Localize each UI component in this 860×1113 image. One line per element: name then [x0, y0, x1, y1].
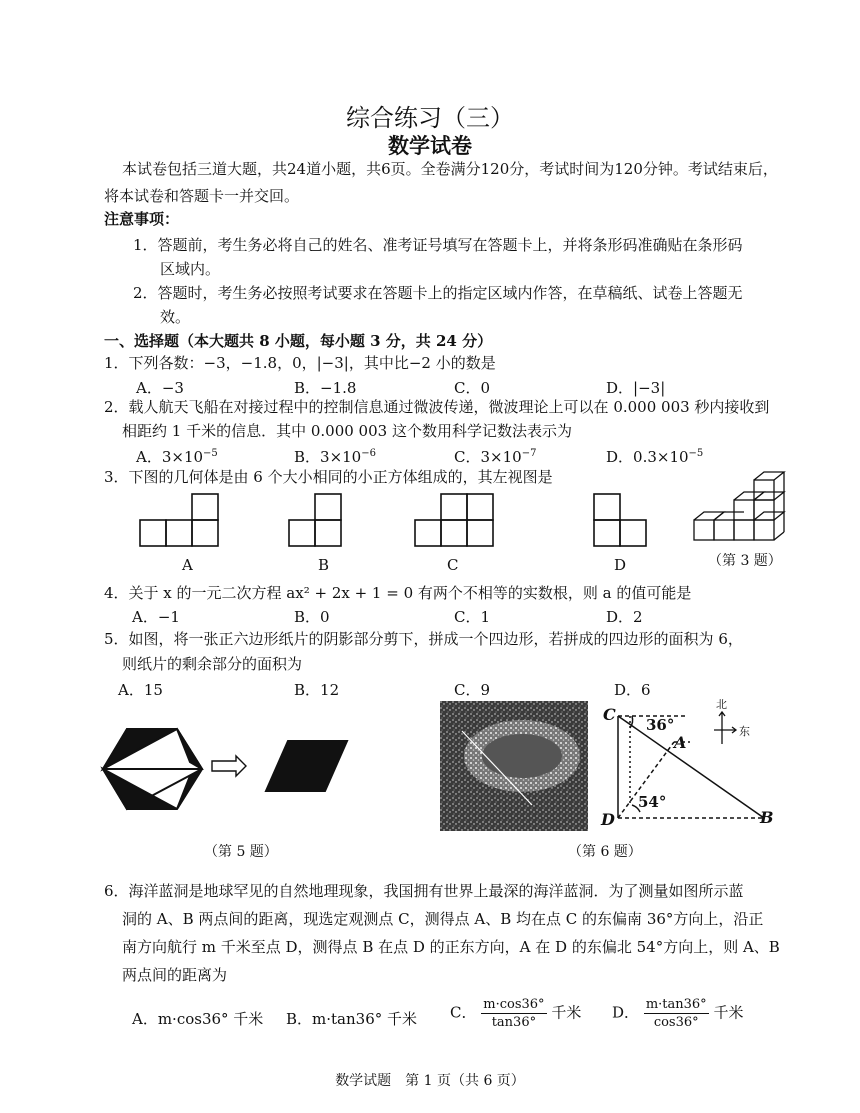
- q1-stem: 1．下列各数：−3，−1.8，0，|−3|，其中比−2 小的数是: [104, 354, 496, 372]
- q6-point-d: D: [601, 810, 615, 829]
- notice-item-2-line-1: 2．答题时，考生务必按照考试要求在答题卡上的指定区域内作答，在草稿纸、试卷上答题无: [133, 284, 743, 302]
- q6-option-b: B．m·tan36° 千米: [286, 1010, 418, 1028]
- q1-option-a: A．−3: [136, 379, 184, 397]
- q2-option-c: C．$3\times 10^{-7}$: [454, 448, 537, 466]
- q3-label-a: A: [182, 556, 193, 574]
- q3-label-c: C: [447, 556, 459, 574]
- exam-subtitle: 数学试卷: [388, 133, 472, 158]
- q4-stem: 4．关于 x 的一元二次方程 ax² + 2x + 1 = 0 有两个不相等的实数根，则 a 的值可能是: [104, 584, 692, 602]
- page-footer: 数学试题 第 1 页（共 6 页）: [335, 1073, 525, 1089]
- q5-stem-line-2: 则纸片的剩余部分的面积为: [122, 655, 303, 673]
- section-1-heading: 一、选择题（本大题共 8 小题，每小题 3 分，共 24 分）: [104, 332, 493, 350]
- q6-stem-line-4: 两点间的距离为: [122, 966, 228, 984]
- q6-point-b: B: [760, 808, 774, 827]
- q1-option-c: C．0: [454, 379, 491, 397]
- q5-option-d: D．6: [614, 681, 651, 699]
- exam-title: 综合练习（三）: [346, 104, 514, 132]
- q6-angle-36: 36°: [646, 716, 675, 734]
- q6-stem-line-3: 南方向航行 m 千米至点 D，测得点 B 在点 D 的正东方向，A 在 D 的东偏北 54°方向上，则 A、B: [122, 938, 780, 956]
- q2-option-b: B．$3\times 10^{-6}$: [294, 448, 376, 466]
- notice-item-1-line-2: 区域内。: [160, 260, 221, 278]
- q5-caption: （第 5 题）: [204, 844, 278, 860]
- q6-stem-line-2: 洞的 A、B 两点间的距离，现选定观测点 C，测得点 A、B 均在点 C 的东偏南 36°方向上，沿正: [122, 910, 764, 928]
- q3-label-d: D: [614, 556, 627, 574]
- intro-line-1: 本试卷包括三道大题，共24道小题，共6页。全卷满分120分，考试时间为120分钟。考试结束后，: [122, 160, 778, 178]
- q6-angle-54: 54°: [638, 793, 667, 811]
- q6-caption: （第 6 题）: [568, 844, 642, 860]
- q1-option-b: B．−1.8: [294, 379, 357, 397]
- notice-heading: 注意事项：: [104, 210, 180, 228]
- intro-line-2: 将本试卷和答题卡一并交回。: [104, 187, 300, 205]
- q3-label-b: B: [318, 556, 330, 574]
- q4-option-b: B．0: [294, 608, 330, 626]
- q4-option-a: A．−1: [132, 608, 180, 626]
- notice-item-1-line-1: 1．答题前，考生务必将自己的姓名、准考证号填写在答题卡上，并将条形码准确贴在条形码: [133, 236, 743, 254]
- q6-point-a: A: [674, 733, 687, 752]
- q6-option-d-fraction: $\frac{m\cdot\tan 36^\circ}{\cos 36^\circ}$: [645, 997, 707, 1030]
- q5-option-c: C．9: [454, 681, 491, 699]
- q2-option-d: D．$0.3\times 10^{-5}$: [606, 448, 704, 466]
- compass-north-label: 北: [716, 698, 727, 711]
- q6-option-c: C． $\frac{m\cdot\cos 36^\circ}{\tan 36^\circ}$ 千米: [450, 997, 582, 1030]
- q5-option-a: A．15: [118, 681, 163, 699]
- q3-stem: 3．下图的几何体是由 6 个大小相同的小正方体组成的，其左视图是: [104, 468, 553, 486]
- q6-stem-line-1: 6．海洋蓝洞是地球罕见的自然地理现象，我国拥有世界上最深的海洋蓝洞．为了测量如图所示蓝: [104, 882, 744, 900]
- q5-stem-line-1: 5．如图，将一张正六边形纸片的阴影部分剪下，拼成一个四边形，若拼成的四边形的面积为 6，: [104, 630, 743, 648]
- notice-item-2-line-2: 效。: [160, 308, 191, 326]
- q5-option-b: B．12: [294, 681, 340, 699]
- q2-stem-line-2: 相距约 1 千米的信息．其中 0.000 003 这个数用科学记数法表示为: [122, 422, 572, 440]
- q3-caption: （第 3 题）: [708, 553, 782, 569]
- q2-stem-line-1: 2．载人航天飞船在对接过程中的控制信息通过微波传递，微波理论上可以在 0.000 003 秒内接收到: [104, 398, 770, 416]
- q1-option-d: D．|−3|: [606, 379, 666, 397]
- q6-option-a: A．m·cos36° 千米: [132, 1010, 264, 1028]
- q2-option-a: A．$3\times 10^{-5}$: [136, 448, 218, 466]
- q6-option-c-fraction: $\frac{m\cdot\cos 36^\circ}{\tan 36^\circ}$: [483, 997, 545, 1030]
- q6-point-c: C: [603, 705, 616, 724]
- q4-option-d: D．2: [606, 608, 643, 626]
- compass-icon: [714, 712, 736, 744]
- compass-east-label: 东: [739, 725, 750, 738]
- q6-option-d: D． $\frac{m\cdot\tan 36^\circ}{\cos 36^\circ}$ 千米: [612, 997, 744, 1030]
- q4-option-c: C．1: [454, 608, 491, 626]
